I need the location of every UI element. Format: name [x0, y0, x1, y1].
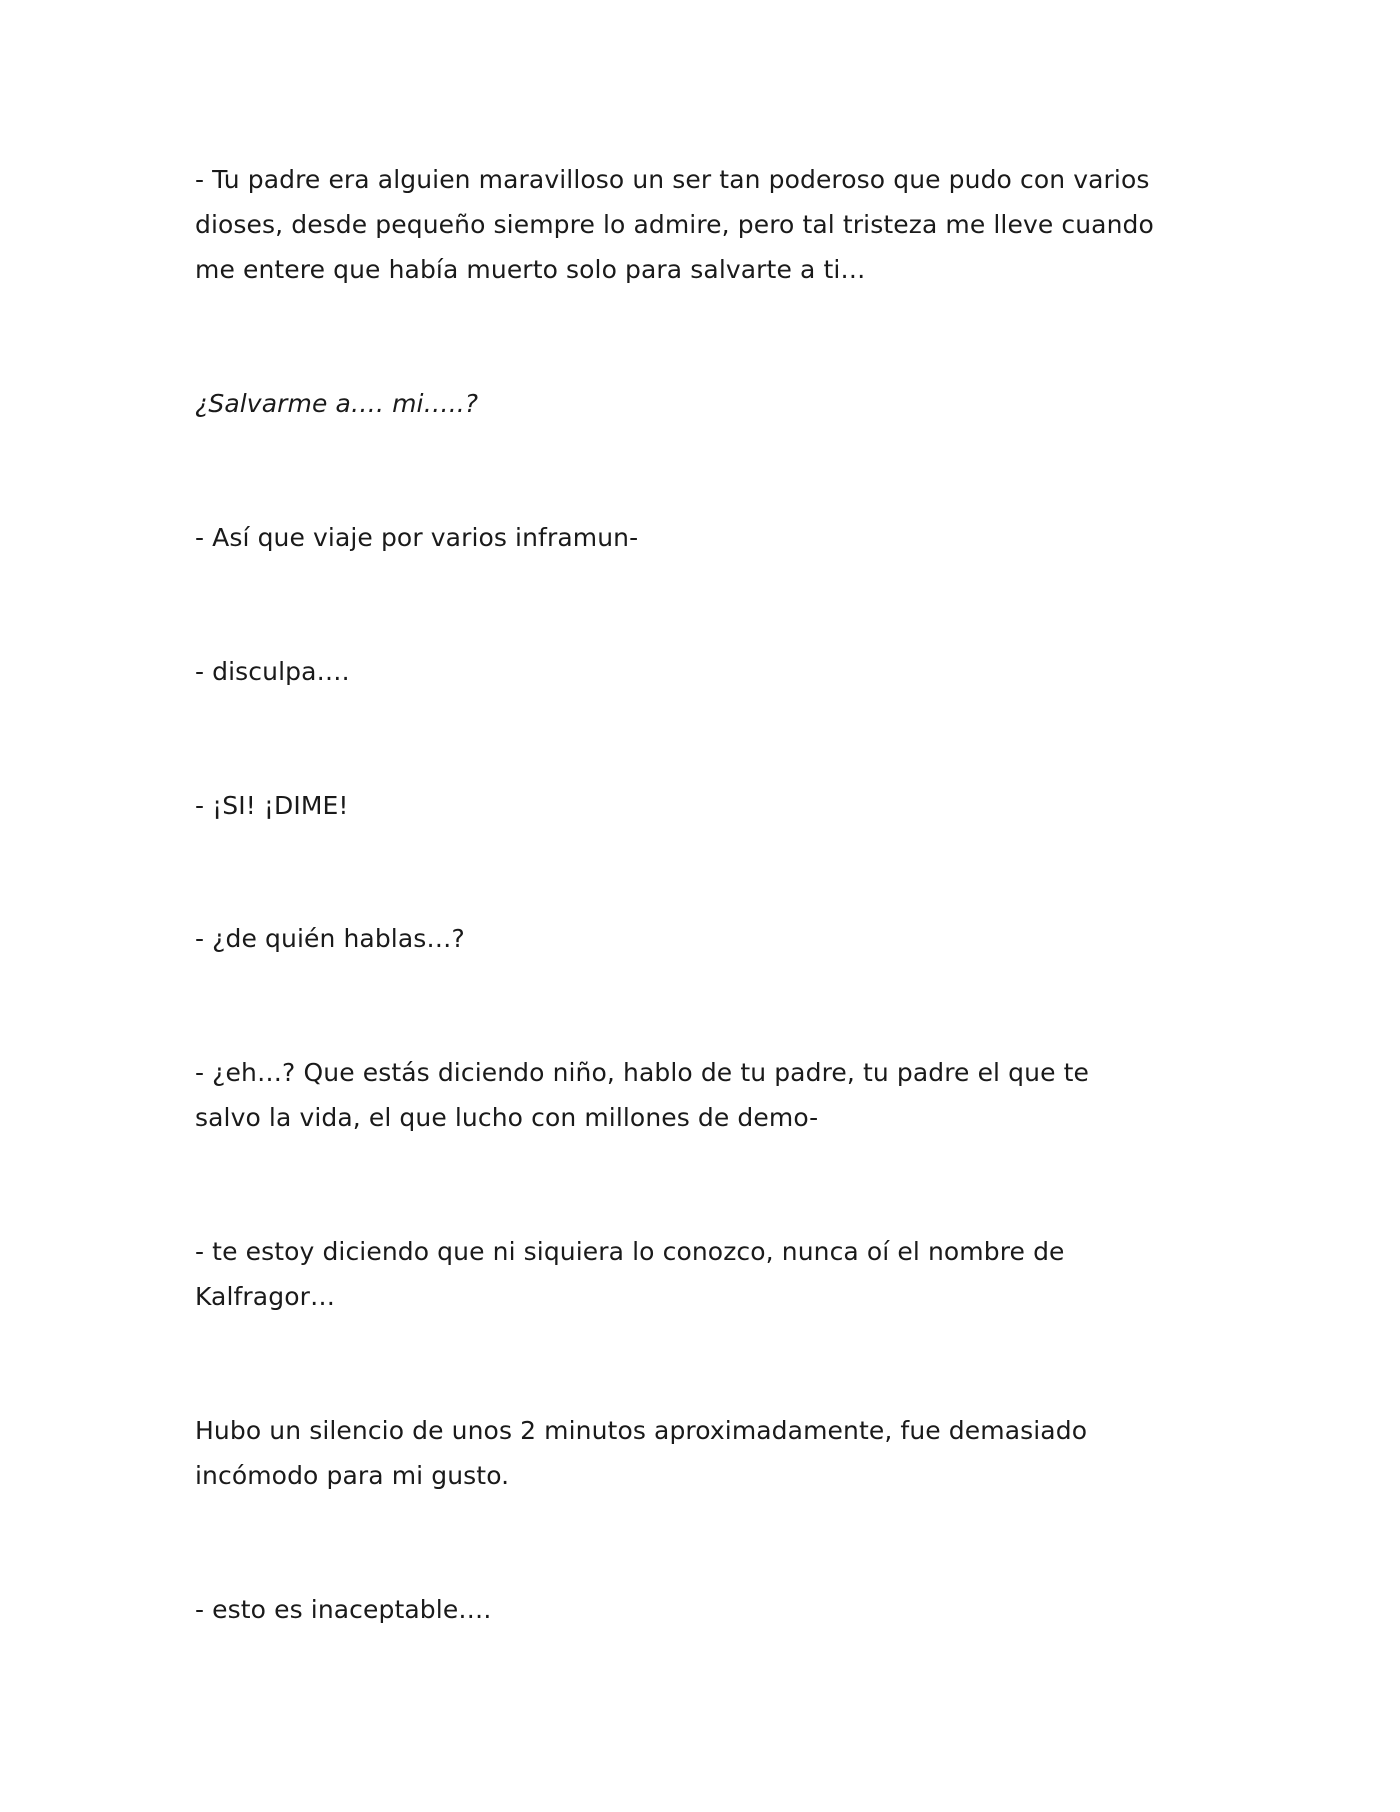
text-line: salvo la vida, el que lucho con millones de demo-	[195, 1103, 819, 1132]
text-line: Hubo un silencio de unos 2 minutos aproximadamente, fue demasiado	[195, 1416, 1088, 1445]
text-line: - disculpa….	[195, 657, 350, 686]
paragraph-dialogue	[195, 916, 1195, 961]
paragraph-dialogue	[195, 515, 1195, 560]
text-line: incómodo para mi gusto.	[195, 1461, 510, 1490]
paragraph-dialogue	[195, 1229, 1195, 1319]
paragraph-dialogue	[195, 783, 1195, 828]
paragraph-dialogue	[195, 1587, 1195, 1632]
text-line: - ¿eh…? Que estás diciendo niño, hablo de tu padre, tu padre el que te	[195, 1058, 1089, 1087]
text-line: Kalfragor…	[195, 1282, 336, 1311]
paragraph-father-description	[195, 157, 1195, 292]
text-line: me entere que había muerto solo para salvarte a ti…	[195, 255, 866, 284]
text-line: - esto es inaceptable….	[195, 1595, 492, 1624]
text-line: ¿Salvarme a…. mi…..?	[195, 389, 479, 418]
text-line: - te estoy diciendo que ni siquiera lo conozco, nunca oí el nombre de	[195, 1237, 1065, 1266]
text-line: dioses, desde pequeño siempre lo admire, pero tal tristeza me lleve cuando	[195, 210, 1154, 239]
text-line: - Tu padre era alguien maravilloso un ser tan poderoso que pudo con varios	[195, 165, 1150, 194]
paragraph-inner-thought	[195, 381, 1195, 426]
text-line: - ¡SI! ¡DIME!	[195, 791, 349, 820]
paragraph-dialogue	[195, 649, 1195, 694]
paragraph-narration	[195, 1408, 1195, 1498]
paragraph-dialogue	[195, 1050, 1195, 1140]
text-line: - ¿de quién hablas…?	[195, 924, 465, 953]
text-line: - Así que viaje por varios inframun-	[195, 523, 639, 552]
